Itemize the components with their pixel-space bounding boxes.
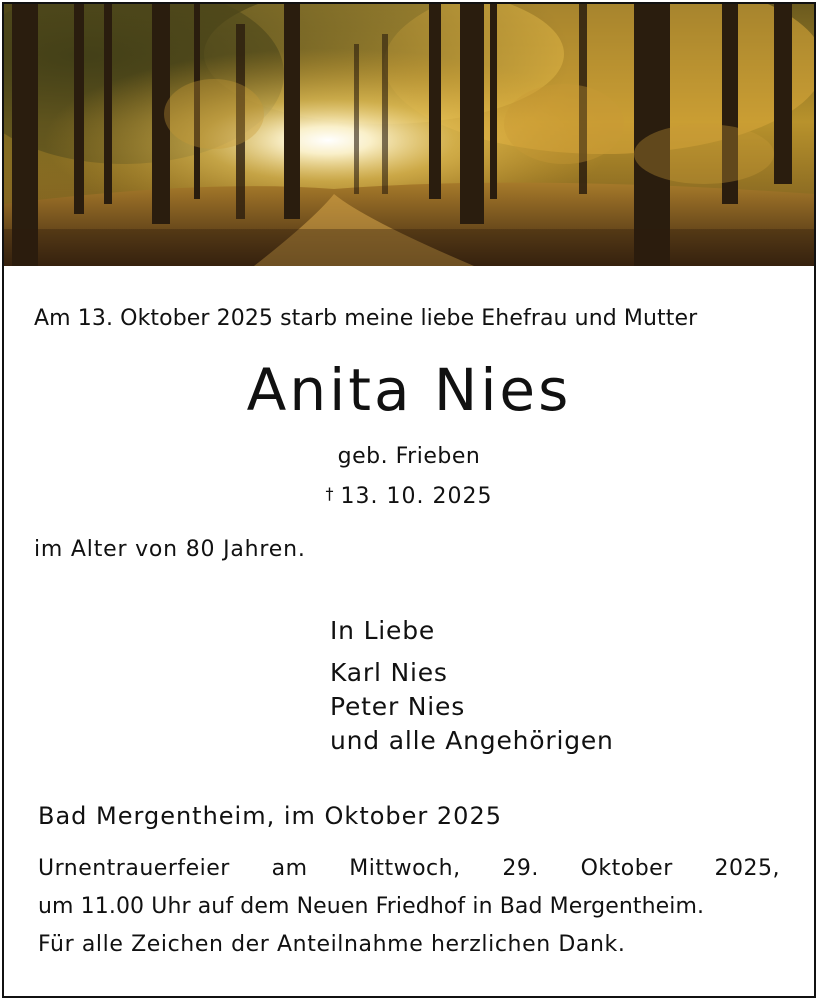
forest-photo <box>4 4 814 266</box>
deceased-name: Anita Nies <box>246 356 572 424</box>
signature-line: Karl Nies <box>330 658 448 687</box>
intro-text: Am 13. Oktober 2025 starb meine liebe Ehefrau und Mutter <box>34 306 698 331</box>
obituary-frame <box>2 2 816 998</box>
signature-line: In Liebe <box>330 616 436 645</box>
place-date: Bad Mergentheim, im Oktober 2025 <box>38 802 502 830</box>
thanks-text: Für alle Zeichen der Anteilnahme herzlichen Dank. <box>38 932 626 957</box>
death-line <box>4 484 814 509</box>
birth-name: geb. Frieben <box>337 444 481 469</box>
signature-line: Peter Nies <box>330 692 466 721</box>
signature-line: und alle Angehörigen <box>330 726 614 755</box>
age-text: im Alter von 80 Jahren. <box>34 537 306 562</box>
cross-icon: † <box>325 484 335 503</box>
death-date: 13. 10. 2025 <box>340 484 493 509</box>
ceremony-line: Urnentrauerfeier am Mittwoch, 29. Oktober 2025, <box>38 856 780 881</box>
ceremony-line: um 11.00 Uhr auf dem Neuen Friedhof in Bad Mergentheim. <box>38 894 705 919</box>
